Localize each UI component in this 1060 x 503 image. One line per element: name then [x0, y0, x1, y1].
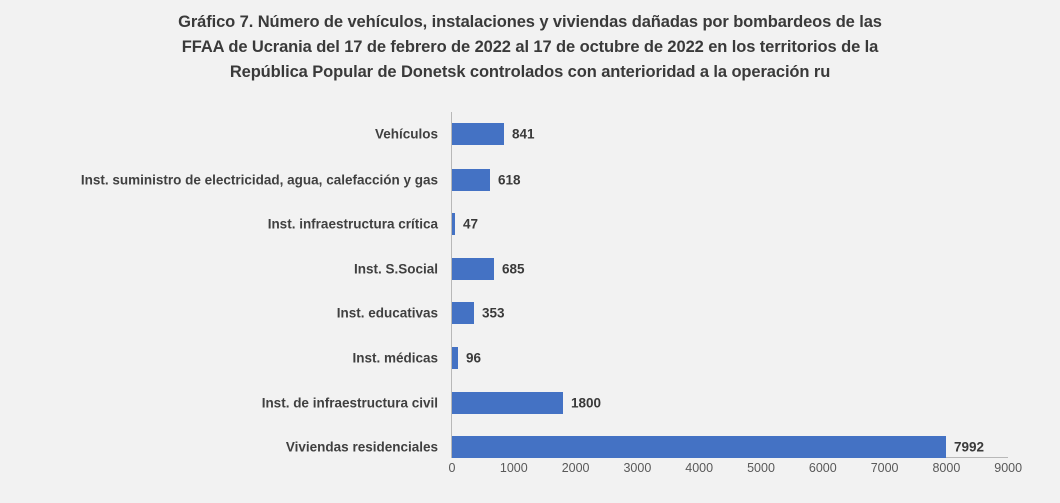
category-label-suministro: Inst. suministro de electricidad, agua, calefacción y gas: [80, 172, 438, 188]
bar-infraestructura-civil[interactable]: [452, 392, 563, 414]
bar-educativas[interactable]: [452, 302, 474, 324]
bar-value-medicas: 96: [466, 350, 482, 366]
xtick-0: 0: [448, 461, 456, 475]
bar-value-s-social: 685: [502, 261, 525, 277]
xtick-8000: 8000: [932, 461, 961, 475]
xtick-7000: 7000: [870, 461, 899, 475]
chart-title-line-2: FFAA de Ucrania del 17 de febrero de 2022 al 17 de octubre de 2022 en los territorios de la: [181, 38, 879, 57]
bar-s-social[interactable]: [452, 258, 494, 280]
category-label-vehiculos: Vehículos: [374, 126, 438, 142]
bar-medicas[interactable]: [452, 347, 458, 369]
bar-value-infraestructura-critica: 47: [463, 216, 479, 232]
xtick-9000: 9000: [994, 461, 1023, 475]
category-label-educativas: Inst. educativas: [336, 305, 438, 321]
bar-infraestructura-critica[interactable]: [452, 213, 455, 235]
chart-title-line-3: República Popular de Donetsk controlados con anterioridad a la operación ru: [229, 63, 831, 82]
xtick-3000: 3000: [623, 461, 652, 475]
bar-vehiculos[interactable]: [452, 123, 504, 145]
bar-value-vehiculos: 841: [512, 126, 535, 142]
bar-value-educativas: 353: [482, 305, 505, 321]
value-axis-ticks: [448, 461, 1023, 485]
category-label-medicas: Inst. médicas: [352, 350, 438, 366]
xtick-1000: 1000: [499, 461, 528, 475]
category-label-viviendas: Viviendas residenciales: [285, 439, 438, 455]
chart-title-line-1: Gráfico 7. Número de vehículos, instalaciones y viviendas dañadas por bombardeos de las: [178, 13, 882, 31]
bar-viviendas[interactable]: [452, 436, 946, 458]
bar-value-infraestructura-civil: 1800: [571, 395, 602, 411]
xtick-2000: 2000: [561, 461, 590, 475]
xtick-5000: 5000: [747, 461, 775, 475]
xtick-6000: 6000: [808, 461, 837, 475]
category-label-s-social: Inst. S.Social: [353, 261, 438, 277]
plot-area: [0, 112, 1060, 475]
chart-title: [90, 10, 970, 85]
category-axis-labels: [0, 112, 448, 457]
xtick-4000: 4000: [685, 461, 714, 475]
category-label-infraestructura-civil: Inst. de infraestructura civil: [261, 395, 438, 411]
bar-suministro[interactable]: [452, 169, 490, 191]
bar-value-suministro: 618: [498, 172, 521, 188]
bars-area: [452, 112, 1008, 457]
category-label-infraestructura-critica: Inst. infraestructura crítica: [267, 216, 438, 232]
bar-value-viviendas: 7992: [954, 439, 985, 455]
